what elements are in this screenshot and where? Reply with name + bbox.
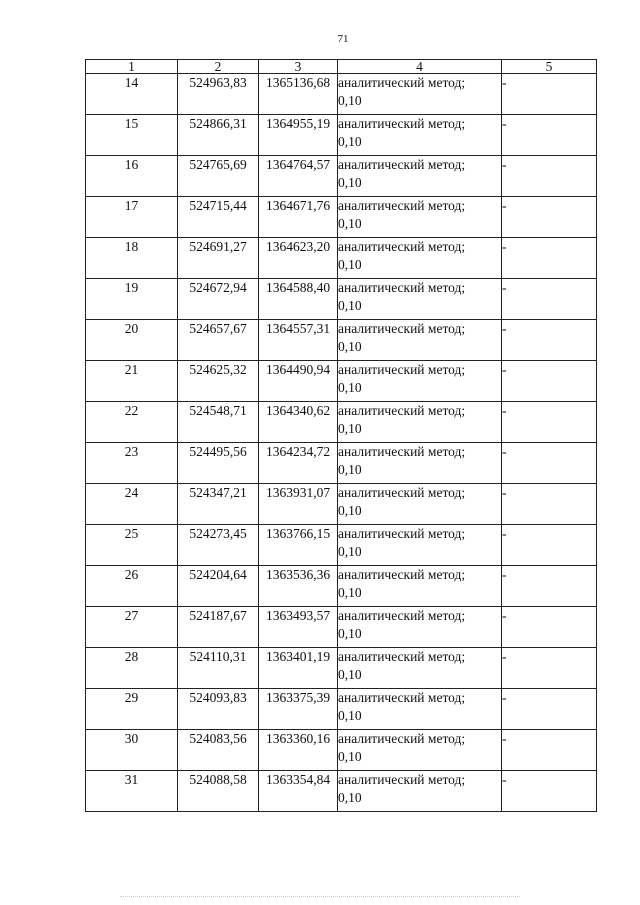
table-header-row — [86, 60, 597, 74]
y-coordinate-cell: 1363401,19 — [259, 648, 338, 689]
method-cell — [338, 361, 502, 402]
method-cell — [338, 689, 502, 730]
y-coordinate-cell: 1363360,16 — [259, 730, 338, 771]
accuracy-text: 0,10 — [338, 257, 362, 272]
method-text: аналитический метод; — [338, 362, 466, 377]
table-row — [86, 443, 597, 484]
point-number-cell: 25 — [86, 525, 178, 566]
table-body — [86, 74, 597, 812]
column-header-1: 1 — [86, 60, 178, 74]
method-cell — [338, 115, 502, 156]
note-cell: - — [502, 648, 597, 689]
column-header-5: 5 — [502, 60, 597, 74]
accuracy-text: 0,10 — [338, 544, 362, 559]
method-cell — [338, 74, 502, 115]
method-text: аналитический метод; — [338, 280, 466, 295]
coordinates-table — [85, 59, 597, 812]
note-cell: - — [502, 320, 597, 361]
accuracy-text: 0,10 — [338, 339, 362, 354]
accuracy-text: 0,10 — [338, 585, 362, 600]
x-coordinate-cell: 524495,56 — [178, 443, 259, 484]
method-text: аналитический метод; — [338, 403, 466, 418]
y-coordinate-cell: 1364955,19 — [259, 115, 338, 156]
method-text: аналитический метод; — [338, 485, 466, 500]
method-cell — [338, 238, 502, 279]
method-text: аналитический метод; — [338, 444, 466, 459]
method-cell — [338, 279, 502, 320]
method-cell — [338, 607, 502, 648]
method-cell — [338, 771, 502, 812]
column-header-4: 4 — [338, 60, 502, 74]
accuracy-text: 0,10 — [338, 93, 362, 108]
x-coordinate-cell: 524657,67 — [178, 320, 259, 361]
point-number-cell: 24 — [86, 484, 178, 525]
method-text: аналитический метод; — [338, 567, 466, 582]
x-coordinate-cell: 524548,71 — [178, 402, 259, 443]
x-coordinate-cell: 524273,45 — [178, 525, 259, 566]
point-number-cell: 27 — [86, 607, 178, 648]
point-number-cell: 26 — [86, 566, 178, 607]
note-cell: - — [502, 156, 597, 197]
y-coordinate-cell: 1365136,68 — [259, 74, 338, 115]
note-cell: - — [502, 115, 597, 156]
note-cell: - — [502, 74, 597, 115]
point-number-cell: 20 — [86, 320, 178, 361]
method-text: аналитический метод; — [338, 75, 466, 90]
point-number-cell: 31 — [86, 771, 178, 812]
x-coordinate-cell: 524625,32 — [178, 361, 259, 402]
table-row — [86, 607, 597, 648]
accuracy-text: 0,10 — [338, 749, 362, 764]
point-number-cell: 15 — [86, 115, 178, 156]
column-header-3: 3 — [259, 60, 338, 74]
table-row — [86, 197, 597, 238]
x-coordinate-cell: 524866,31 — [178, 115, 259, 156]
accuracy-text: 0,10 — [338, 503, 362, 518]
x-coordinate-cell: 524083,56 — [178, 730, 259, 771]
note-cell: - — [502, 566, 597, 607]
note-cell: - — [502, 279, 597, 320]
method-text: аналитический метод; — [338, 239, 466, 254]
method-cell — [338, 648, 502, 689]
table-row — [86, 402, 597, 443]
y-coordinate-cell: 1364557,31 — [259, 320, 338, 361]
table-row — [86, 238, 597, 279]
note-cell: - — [502, 689, 597, 730]
note-cell: - — [502, 607, 597, 648]
y-coordinate-cell: 1363766,15 — [259, 525, 338, 566]
method-cell — [338, 320, 502, 361]
accuracy-text: 0,10 — [338, 134, 362, 149]
x-coordinate-cell: 524765,69 — [178, 156, 259, 197]
point-number-cell: 23 — [86, 443, 178, 484]
scan-artifact — [120, 896, 520, 899]
method-text: аналитический метод; — [338, 157, 466, 172]
x-coordinate-cell: 524204,64 — [178, 566, 259, 607]
y-coordinate-cell: 1363354,84 — [259, 771, 338, 812]
x-coordinate-cell: 524110,31 — [178, 648, 259, 689]
method-cell — [338, 525, 502, 566]
point-number-cell: 16 — [86, 156, 178, 197]
table-row — [86, 156, 597, 197]
x-coordinate-cell: 524691,27 — [178, 238, 259, 279]
note-cell: - — [502, 730, 597, 771]
x-coordinate-cell: 524093,83 — [178, 689, 259, 730]
point-number-cell: 19 — [86, 279, 178, 320]
method-cell — [338, 197, 502, 238]
accuracy-text: 0,10 — [338, 667, 362, 682]
y-coordinate-cell: 1364764,57 — [259, 156, 338, 197]
note-cell: - — [502, 402, 597, 443]
point-number-cell: 28 — [86, 648, 178, 689]
x-coordinate-cell: 524088,58 — [178, 771, 259, 812]
accuracy-text: 0,10 — [338, 421, 362, 436]
accuracy-text: 0,10 — [338, 708, 362, 723]
table-row — [86, 361, 597, 402]
point-number-cell: 17 — [86, 197, 178, 238]
point-number-cell: 29 — [86, 689, 178, 730]
table-row — [86, 279, 597, 320]
point-number-cell: 22 — [86, 402, 178, 443]
accuracy-text: 0,10 — [338, 216, 362, 231]
accuracy-text: 0,10 — [338, 175, 362, 190]
y-coordinate-cell: 1364234,72 — [259, 443, 338, 484]
x-coordinate-cell: 524347,21 — [178, 484, 259, 525]
accuracy-text: 0,10 — [338, 298, 362, 313]
note-cell: - — [502, 443, 597, 484]
x-coordinate-cell: 524963,83 — [178, 74, 259, 115]
point-number-cell: 30 — [86, 730, 178, 771]
point-number-cell: 14 — [86, 74, 178, 115]
table-row — [86, 566, 597, 607]
method-cell — [338, 156, 502, 197]
table-row — [86, 74, 597, 115]
note-cell: - — [502, 525, 597, 566]
table-row — [86, 320, 597, 361]
point-number-cell: 18 — [86, 238, 178, 279]
table-row — [86, 115, 597, 156]
method-text: аналитический метод; — [338, 649, 466, 664]
page-number: 71 — [337, 33, 349, 45]
method-cell — [338, 484, 502, 525]
note-cell: - — [502, 484, 597, 525]
x-coordinate-cell: 524187,67 — [178, 607, 259, 648]
table-row — [86, 730, 597, 771]
note-cell: - — [502, 197, 597, 238]
y-coordinate-cell: 1364671,76 — [259, 197, 338, 238]
method-text: аналитический метод; — [338, 690, 466, 705]
note-cell: - — [502, 238, 597, 279]
method-text: аналитический метод; — [338, 608, 466, 623]
accuracy-text: 0,10 — [338, 462, 362, 477]
table-row — [86, 689, 597, 730]
table-row — [86, 771, 597, 812]
y-coordinate-cell: 1364490,94 — [259, 361, 338, 402]
y-coordinate-cell: 1363931,07 — [259, 484, 338, 525]
x-coordinate-cell: 524715,44 — [178, 197, 259, 238]
y-coordinate-cell: 1363493,57 — [259, 607, 338, 648]
y-coordinate-cell: 1364588,40 — [259, 279, 338, 320]
x-coordinate-cell: 524672,94 — [178, 279, 259, 320]
method-text: аналитический метод; — [338, 321, 466, 336]
method-cell — [338, 402, 502, 443]
note-cell: - — [502, 361, 597, 402]
method-text: аналитический метод; — [338, 198, 466, 213]
accuracy-text: 0,10 — [338, 380, 362, 395]
method-text: аналитический метод; — [338, 526, 466, 541]
table-row — [86, 525, 597, 566]
method-text: аналитический метод; — [338, 731, 466, 746]
y-coordinate-cell: 1363536,36 — [259, 566, 338, 607]
y-coordinate-cell: 1364340,62 — [259, 402, 338, 443]
note-cell: - — [502, 771, 597, 812]
point-number-cell: 21 — [86, 361, 178, 402]
accuracy-text: 0,10 — [338, 626, 362, 641]
accuracy-text: 0,10 — [338, 790, 362, 805]
method-text: аналитический метод; — [338, 772, 466, 787]
column-header-2: 2 — [178, 60, 259, 74]
y-coordinate-cell: 1363375,39 — [259, 689, 338, 730]
method-cell — [338, 566, 502, 607]
y-coordinate-cell: 1364623,20 — [259, 238, 338, 279]
method-cell — [338, 730, 502, 771]
table-row — [86, 648, 597, 689]
table-row — [86, 484, 597, 525]
method-cell — [338, 443, 502, 484]
method-text: аналитический метод; — [338, 116, 466, 131]
